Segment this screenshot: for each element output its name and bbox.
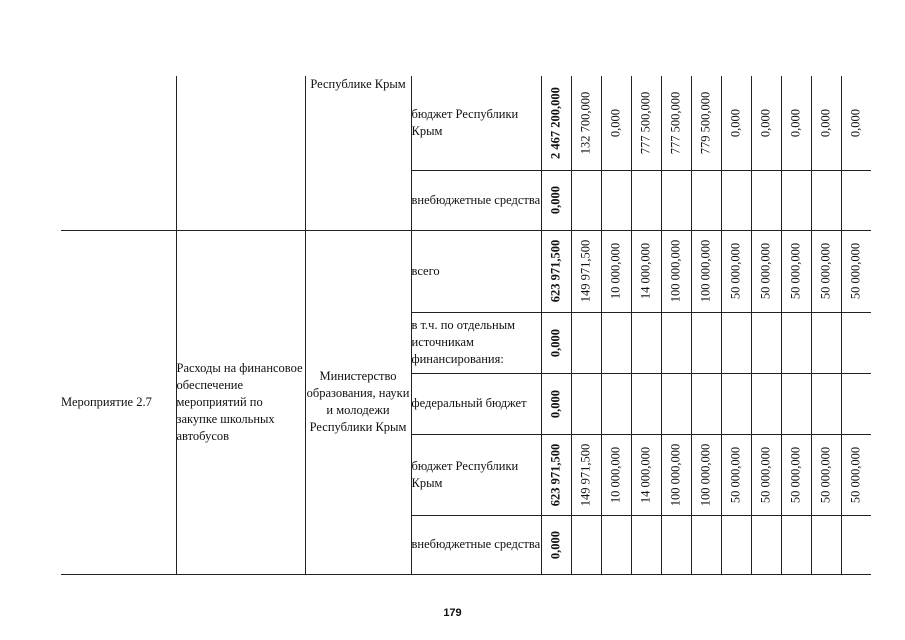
amount-year-7	[751, 230, 781, 312]
amount-year-value: 100 000,000	[698, 239, 713, 303]
amount-year-value: 50 000,000	[728, 446, 743, 503]
amount-year-4	[661, 230, 691, 312]
amount-year-1	[571, 170, 601, 230]
amount-total	[541, 312, 571, 373]
amount-year-6	[721, 76, 751, 170]
amount-year-3	[631, 230, 661, 312]
amount-total	[541, 373, 571, 434]
table-row	[61, 230, 871, 312]
amount-year-value: 100 000,000	[668, 443, 683, 506]
amount-year-1	[571, 515, 601, 574]
amount-year-value: 0,000	[818, 108, 833, 137]
amount-year-value: 50 000,000	[818, 446, 833, 503]
funding-source: федеральный бюджет	[411, 373, 541, 434]
amount-year-value: 50 000,000	[758, 242, 773, 300]
amount-year-8	[781, 434, 811, 515]
amount-year-value: 50 000,000	[788, 446, 803, 503]
amount-total	[541, 434, 571, 515]
amount-year-9	[811, 170, 841, 230]
amount-year-value: 149 971,500	[578, 443, 593, 506]
amount-year-7	[751, 515, 781, 574]
funding-source: в т.ч. по отдельным источникам финансирования:	[411, 312, 541, 373]
amount-year-6	[721, 170, 751, 230]
amount-year-value: 50 000,000	[818, 242, 833, 300]
funding-source: бюджет Республики Крым	[411, 434, 541, 515]
amount-year-4	[661, 373, 691, 434]
executor-cell-prev: Республике Крым	[305, 76, 411, 230]
amount-total-value: 623 971,500	[548, 443, 563, 506]
event-label: Мероприятие 2.7	[61, 230, 176, 574]
amount-total	[541, 515, 571, 574]
amount-year-9	[811, 515, 841, 574]
event-name: Расходы на финансовое обеспечение мероприятий по закупке школьных автобусов	[176, 230, 305, 574]
page-number: 179	[443, 607, 462, 619]
amount-year-6	[721, 434, 751, 515]
amount-year-5	[691, 76, 721, 170]
amount-year-8	[781, 312, 811, 373]
amount-year-value: 50 000,000	[788, 242, 803, 300]
amount-year-value: 100 000,000	[668, 239, 683, 303]
amount-year-7	[751, 76, 781, 170]
amount-year-6	[721, 230, 751, 312]
amount-year-10	[841, 312, 871, 373]
amount-year-8	[781, 170, 811, 230]
amount-year-2	[601, 515, 631, 574]
amount-year-1	[571, 312, 601, 373]
amount-year-9	[811, 230, 841, 312]
budget-table	[61, 76, 871, 575]
amount-year-value: 149 971,500	[578, 239, 593, 303]
amount-year-1	[571, 434, 601, 515]
amount-year-value: 132 700,000	[578, 91, 593, 154]
amount-total-value: 623 971,500	[548, 239, 563, 303]
amount-year-value: 50 000,000	[728, 242, 743, 300]
funding-source: внебюджетные средства	[411, 515, 541, 574]
amount-total-value: 2 467 200,000	[548, 86, 563, 159]
amount-year-2	[601, 312, 631, 373]
amount-year-value: 14 000,000	[638, 242, 653, 300]
amount-year-8	[781, 76, 811, 170]
amount-year-8	[781, 515, 811, 574]
amount-year-3	[631, 373, 661, 434]
amount-year-3	[631, 170, 661, 230]
event-executor: Министерство образования, науки и молодежи Республики Крым	[305, 230, 411, 574]
amount-year-2	[601, 373, 631, 434]
amount-year-value: 10 000,000	[608, 446, 623, 503]
amount-year-1	[571, 76, 601, 170]
amount-year-3	[631, 76, 661, 170]
amount-year-8	[781, 373, 811, 434]
amount-total	[541, 170, 571, 230]
amount-year-1	[571, 373, 601, 434]
funding-source: внебюджетные средства	[411, 170, 541, 230]
amount-total	[541, 230, 571, 312]
amount-year-6	[721, 515, 751, 574]
amount-year-value: 777 500,000	[668, 91, 683, 154]
amount-year-value: 0,000	[728, 108, 743, 137]
amount-year-value: 777 500,000	[638, 91, 653, 154]
amount-year-value: 50 000,000	[848, 446, 863, 503]
funding-source: бюджет Республики Крым	[411, 76, 541, 170]
amount-year-2	[601, 434, 631, 515]
amount-year-10	[841, 170, 871, 230]
amount-year-6	[721, 312, 751, 373]
amount-year-3	[631, 434, 661, 515]
amount-year-value: 50 000,000	[848, 242, 863, 300]
amount-year-10	[841, 76, 871, 170]
amount-year-2	[601, 76, 631, 170]
amount-year-4	[661, 434, 691, 515]
amount-year-1	[571, 230, 601, 312]
amount-year-7	[751, 312, 781, 373]
amount-total-value: 0,000	[548, 185, 563, 215]
amount-year-3	[631, 312, 661, 373]
amount-year-10	[841, 230, 871, 312]
amount-year-8	[781, 230, 811, 312]
amount-year-value: 0,000	[608, 108, 623, 137]
amount-year-10	[841, 515, 871, 574]
amount-year-7	[751, 170, 781, 230]
amount-year-5	[691, 170, 721, 230]
amount-year-value: 0,000	[788, 108, 803, 137]
event-cell-prev	[61, 76, 176, 230]
amount-year-9	[811, 76, 841, 170]
amount-year-5	[691, 515, 721, 574]
amount-year-5	[691, 434, 721, 515]
name-cell-prev	[176, 76, 305, 230]
amount-year-value: 0,000	[848, 108, 863, 137]
amount-year-9	[811, 373, 841, 434]
amount-year-value: 10 000,000	[608, 242, 623, 300]
amount-year-10	[841, 434, 871, 515]
amount-year-9	[811, 434, 841, 515]
amount-total-value: 0,000	[548, 530, 563, 559]
amount-year-value: 100 000,000	[698, 443, 713, 506]
amount-year-5	[691, 312, 721, 373]
amount-year-5	[691, 230, 721, 312]
amount-year-10	[841, 373, 871, 434]
funding-source: всего	[411, 230, 541, 312]
amount-year-value: 14 000,000	[638, 446, 653, 503]
amount-total-value: 0,000	[548, 389, 563, 418]
amount-year-value: 0,000	[758, 108, 773, 137]
amount-year-7	[751, 434, 781, 515]
amount-year-2	[601, 230, 631, 312]
amount-year-7	[751, 373, 781, 434]
amount-year-2	[601, 170, 631, 230]
amount-year-6	[721, 373, 751, 434]
amount-year-4	[661, 76, 691, 170]
amount-year-3	[631, 515, 661, 574]
amount-total-value: 0,000	[548, 328, 563, 357]
amount-year-value: 50 000,000	[758, 446, 773, 503]
amount-year-9	[811, 312, 841, 373]
amount-year-4	[661, 170, 691, 230]
table-body	[61, 76, 871, 574]
amount-total	[541, 76, 571, 170]
table-row	[61, 76, 871, 170]
amount-year-5	[691, 373, 721, 434]
amount-year-4	[661, 312, 691, 373]
amount-year-value: 779 500,000	[698, 91, 713, 154]
amount-year-4	[661, 515, 691, 574]
